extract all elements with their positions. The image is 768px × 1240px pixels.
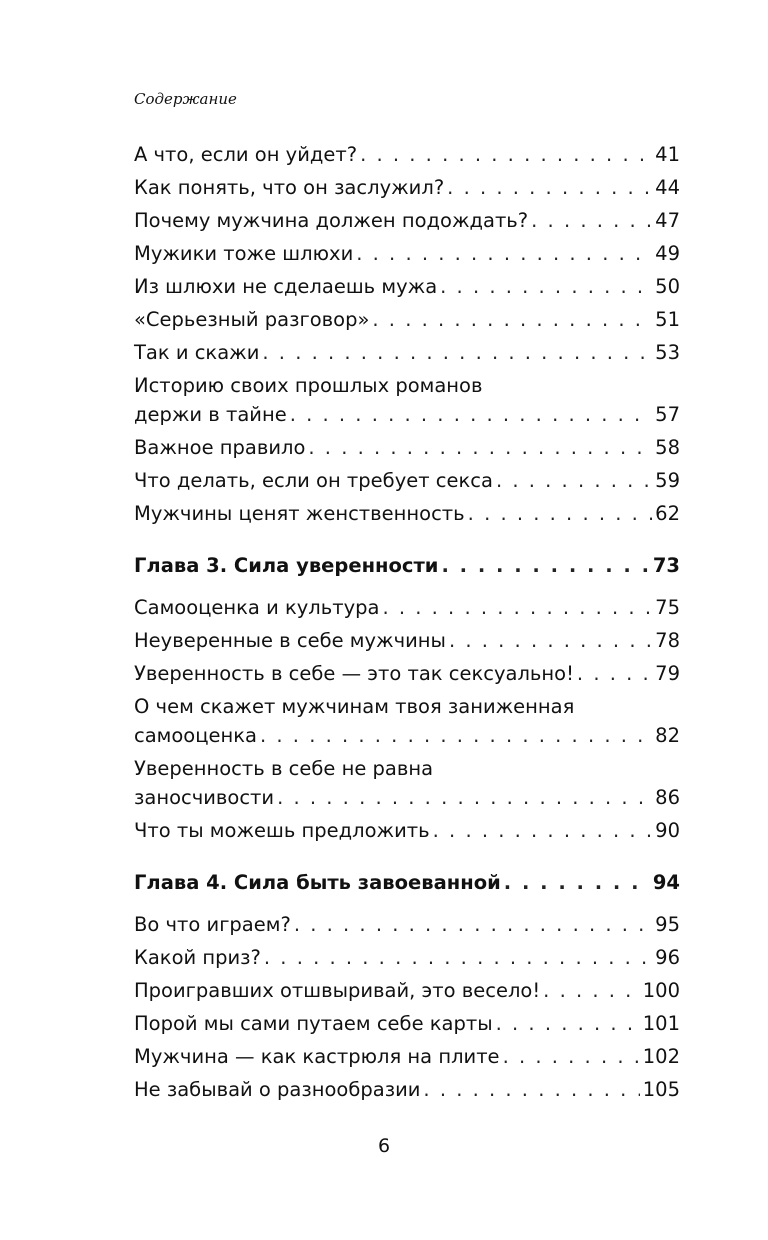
toc-entry-page-number: 82 — [655, 724, 680, 747]
leader-dots — [441, 551, 649, 580]
toc-entry-page-number: 53 — [655, 341, 680, 364]
toc-entry-page-number: 105 — [642, 1078, 680, 1101]
leader-dots — [447, 173, 652, 202]
leader-dots — [360, 140, 652, 169]
toc-entry-page-number: 49 — [655, 242, 680, 265]
toc-entry-row — [134, 1075, 680, 1104]
leader-dots — [262, 338, 652, 367]
toc-entry-page-number: 58 — [655, 436, 680, 459]
toc-entry — [134, 626, 680, 655]
toc-entry — [134, 272, 680, 301]
toc-entry-title: Что делать, если он требует секса — [134, 469, 493, 492]
toc-entry-page-number: 95 — [655, 913, 680, 936]
toc-entry-title: Так и скажи — [134, 341, 260, 364]
toc-entry-title: Из шлюхи не сделаешь мужа — [134, 275, 438, 298]
toc-entry-title: Как понять, что он заслужил? — [134, 176, 445, 199]
leader-dots — [504, 868, 650, 897]
toc-entry-page-number: 51 — [655, 308, 680, 331]
toc-entry-row — [134, 305, 680, 334]
toc-entry-page-number: 102 — [642, 1045, 680, 1068]
toc-entry-page-number: 62 — [655, 502, 680, 525]
toc-entry-row — [134, 943, 680, 972]
toc-entry-title: Неуверенные в себе мужчины — [134, 629, 446, 652]
toc-entry — [134, 593, 680, 622]
leader-dots — [543, 976, 640, 1005]
toc-entry-title: Мужчины ценят женственность — [134, 502, 465, 525]
leader-dots — [440, 272, 652, 301]
toc-entry-row — [134, 910, 680, 939]
leader-dots — [277, 783, 652, 812]
leader-dots — [496, 466, 652, 495]
leader-dots — [577, 659, 652, 688]
leader-dots — [433, 816, 653, 845]
toc-entry — [134, 305, 680, 334]
toc-entry-row — [134, 626, 680, 655]
toc-entry-title: Проигравших отшвыривай, это весело! — [134, 979, 541, 1002]
toc-entry-page-number: 79 — [655, 662, 680, 685]
toc-entry-row — [134, 173, 680, 202]
toc-entry-row — [134, 721, 680, 750]
toc-entry-row — [134, 272, 680, 301]
toc-entry-title-line: Историю своих прошлых романов — [134, 374, 483, 397]
toc-entry-page-number: 75 — [655, 596, 680, 619]
toc-entry-row — [134, 1042, 680, 1071]
toc-entry-page-number: 59 — [655, 469, 680, 492]
leader-dots — [503, 1042, 640, 1071]
page-number: 6 — [377, 1135, 391, 1157]
toc-entry — [134, 754, 680, 812]
toc-entry — [134, 140, 680, 169]
toc-entry — [134, 976, 680, 1005]
toc-entry-title-line: Уверенность в себе не равна — [134, 757, 434, 780]
leader-dots — [382, 593, 652, 622]
toc-entry-title: Во что играем? — [134, 913, 291, 936]
toc-entry-row — [134, 206, 680, 235]
running-head: Содержание — [134, 90, 237, 108]
toc-entry — [134, 499, 680, 528]
toc-entry — [134, 943, 680, 972]
toc-entry-title: Порой мы сами путаем себе карты — [134, 1012, 493, 1035]
chapter-page-number: 73 — [652, 554, 680, 577]
toc-entry-title: Мужики тоже шлюхи — [134, 242, 354, 265]
toc-entry — [134, 1009, 680, 1038]
toc-entry — [134, 692, 680, 750]
toc-entry-row — [134, 783, 680, 812]
toc-entry-title: А что, если он уйдет? — [134, 143, 358, 166]
toc-entry — [134, 466, 680, 495]
toc-entry — [134, 1075, 680, 1104]
toc-entry — [134, 239, 680, 268]
leader-dots — [264, 943, 652, 972]
toc-entry-title: Почему мужчина должен подождать? — [134, 209, 529, 232]
toc-entry-title: держи в тайне — [134, 403, 287, 426]
leader-dots — [308, 433, 652, 462]
toc-entry-row — [134, 976, 680, 1005]
leader-dots — [372, 305, 652, 334]
toc-entry-title: Мужчина — как кастрюля на плите — [134, 1045, 500, 1068]
leader-dots — [290, 400, 652, 429]
leader-dots — [531, 206, 652, 235]
toc-entry-title: Уверенность в себе — это так сексуально! — [134, 662, 574, 685]
toc-entry-page-number: 86 — [655, 786, 680, 809]
toc-entry-page-number: 41 — [655, 143, 680, 166]
toc-entry — [134, 816, 680, 845]
chapter-heading — [134, 551, 680, 580]
toc-entry-page-number: 78 — [655, 629, 680, 652]
toc-entry-title: «Серьезный разговор» — [134, 308, 370, 331]
toc-entry-page-number: 101 — [642, 1012, 680, 1035]
toc-entry — [134, 1042, 680, 1071]
toc-entry-title: Какой приз? — [134, 946, 261, 969]
chapter-title: Глава 3. Сила уверенности — [134, 554, 439, 577]
toc-entry-title: Важное правило — [134, 436, 306, 459]
toc-entry-row — [134, 1009, 680, 1038]
toc-entry-title: Не забывай о разнообразии — [134, 1078, 421, 1101]
toc-entry — [134, 659, 680, 688]
toc-entry-row — [134, 593, 680, 622]
toc-entry-title: Самооценка и культура — [134, 596, 380, 619]
toc-entry-title: самооценка — [134, 724, 257, 747]
toc-entry-page-number: 90 — [655, 819, 680, 842]
toc-entry-row — [134, 338, 680, 367]
toc-entry-row — [134, 659, 680, 688]
toc-entry-row — [134, 816, 680, 845]
chapter-title: Глава 4. Сила быть завоеванной — [134, 871, 501, 894]
toc-entry-page-number: 50 — [655, 275, 680, 298]
toc-entry-row — [134, 239, 680, 268]
toc-entry — [134, 206, 680, 235]
toc-entry — [134, 433, 680, 462]
toc-entry-row — [134, 140, 680, 169]
leader-dots — [468, 499, 653, 528]
toc-entry-page-number: 57 — [655, 403, 680, 426]
toc-entry-page-number: 96 — [655, 946, 680, 969]
toc-entry — [134, 371, 680, 429]
toc-entry — [134, 910, 680, 939]
toc-entry-page-number: 100 — [642, 979, 680, 1002]
toc-entry-page-number: 44 — [655, 176, 680, 199]
toc-entry-page-number: 47 — [655, 209, 680, 232]
toc-entry-row — [134, 433, 680, 462]
toc-entry-title-line: О чем скажет мужчинам твоя заниженная — [134, 695, 575, 718]
toc-entry-row — [134, 499, 680, 528]
leader-dots — [496, 1009, 640, 1038]
toc-entry-row — [134, 400, 680, 429]
toc-entry-title: Что ты можешь предложить — [134, 819, 430, 842]
toc-entry-row — [134, 466, 680, 495]
leader-dots — [423, 1075, 639, 1104]
chapter-heading — [134, 868, 680, 897]
chapter-page-number: 94 — [652, 871, 680, 894]
toc-entry-title: заносчивости — [134, 786, 275, 809]
leader-dots — [449, 626, 652, 655]
table-of-contents — [134, 140, 680, 1108]
leader-dots — [260, 721, 652, 750]
toc-entry — [134, 173, 680, 202]
leader-dots — [294, 910, 652, 939]
toc-entry — [134, 338, 680, 367]
leader-dots — [356, 239, 652, 268]
